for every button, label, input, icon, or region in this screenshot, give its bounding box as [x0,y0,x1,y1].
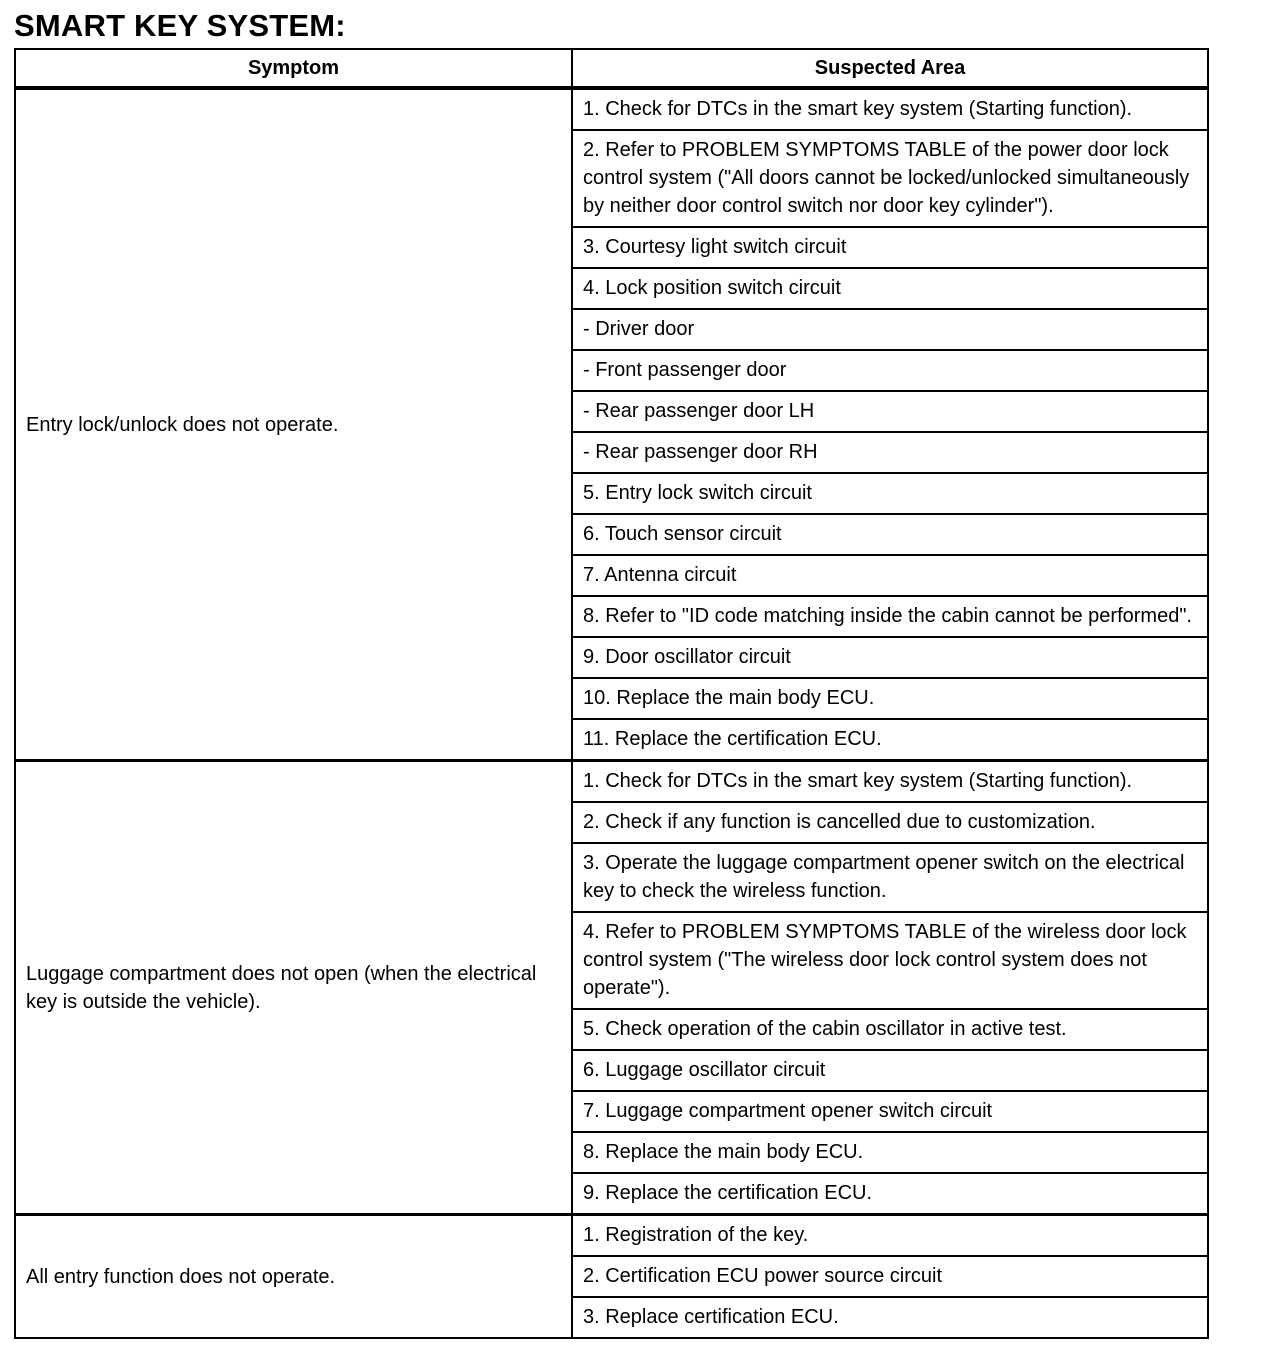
suspected-area-cell: 5. Entry lock switch circuit [572,473,1208,514]
suspected-area-cell: 3. Operate the luggage compartment opener switch on the electrical key to check the wireless function. [572,843,1208,912]
suspected-area-cell: 1. Check for DTCs in the smart key system (Starting function). [572,761,1208,803]
table-header-row [15,49,1208,88]
suspected-area-cell: 4. Lock position switch circuit [572,268,1208,309]
suspected-area-cell: 9. Replace the certification ECU. [572,1173,1208,1215]
table-row [15,761,1208,803]
suspected-area-cell: 9. Door oscillator circuit [572,637,1208,678]
header-suspected-area: Suspected Area [572,49,1208,88]
table-row [15,1215,1208,1257]
suspected-area-cell: 11. Replace the certification ECU. [572,719,1208,761]
symptom-table [14,48,1209,1339]
symptom-cell: All entry function does not operate. [15,1215,572,1339]
suspected-area-cell: - Driver door [572,309,1208,350]
table-body [15,88,1208,1338]
suspected-area-cell: 1. Registration of the key. [572,1215,1208,1257]
suspected-area-cell: 6. Touch sensor circuit [572,514,1208,555]
suspected-area-cell: - Rear passenger door RH [572,432,1208,473]
suspected-area-cell: - Rear passenger door LH [572,391,1208,432]
suspected-area-cell: 4. Refer to PROBLEM SYMPTOMS TABLE of the wireless door lock control system ("The wireless door lock control system does not operate"). [572,912,1208,1009]
suspected-area-cell: 6. Luggage oscillator circuit [572,1050,1208,1091]
suspected-area-cell: 10. Replace the main body ECU. [572,678,1208,719]
suspected-area-cell: 2. Check if any function is cancelled due to customization. [572,802,1208,843]
suspected-area-cell: 2. Certification ECU power source circuit [572,1256,1208,1297]
page-title: SMART KEY SYSTEM: [14,8,346,43]
suspected-area-cell: 3. Replace certification ECU. [572,1297,1208,1338]
suspected-area-cell: 8. Refer to "ID code matching inside the cabin cannot be performed". [572,596,1208,637]
table-row [15,88,1208,130]
suspected-area-cell: 5. Check operation of the cabin oscillator in active test. [572,1009,1208,1050]
symptom-cell: Luggage compartment does not open (when the electrical key is outside the vehicle). [15,761,572,1215]
suspected-area-cell: 8. Replace the main body ECU. [572,1132,1208,1173]
header-symptom: Symptom [15,49,572,88]
suspected-area-cell: 1. Check for DTCs in the smart key system (Starting function). [572,88,1208,130]
suspected-area-cell: 7. Antenna circuit [572,555,1208,596]
suspected-area-cell: 2. Refer to PROBLEM SYMPTOMS TABLE of the power door lock control system ("All doors cannot be locked/unlocked simultaneously by neither door control switch nor door key cylinder"). [572,130,1208,227]
symptom-cell: Entry lock/unlock does not operate. [15,88,572,761]
suspected-area-cell: 3. Courtesy light switch circuit [572,227,1208,268]
suspected-area-cell: - Front passenger door [572,350,1208,391]
suspected-area-cell: 7. Luggage compartment opener switch circuit [572,1091,1208,1132]
